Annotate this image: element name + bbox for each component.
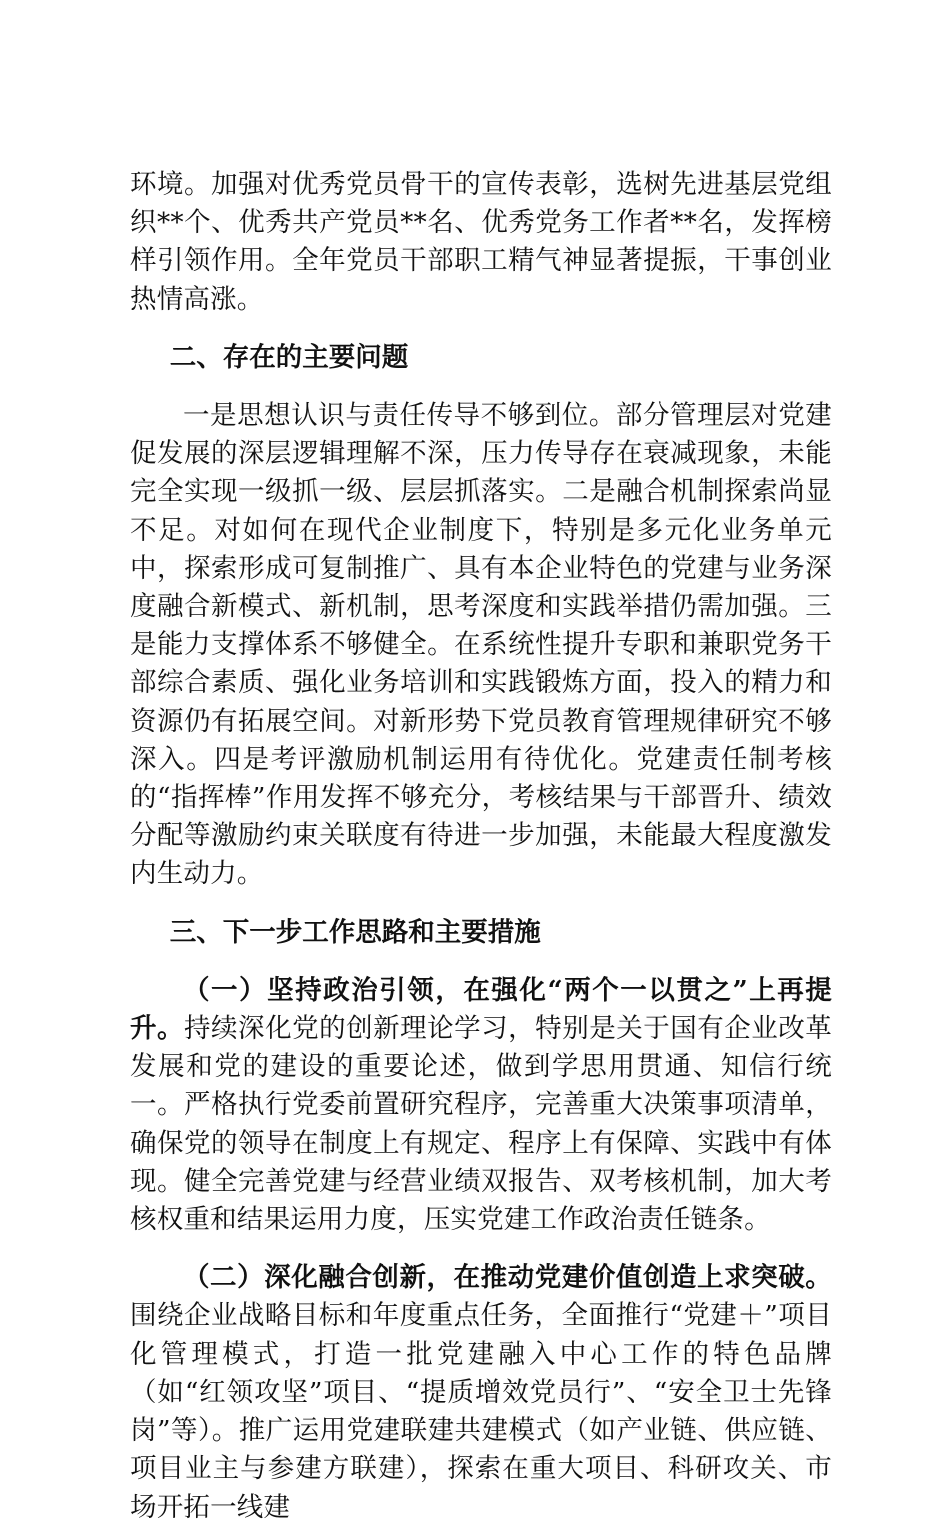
- section-heading-next-steps: 三、下一步工作思路和主要措施: [169, 916, 541, 948]
- measure-2-body: 围绕企业战略目标和年度重点任务，全面推行“党建＋”项目化管理模式，打造一批党建融入中心工作的特色品牌（如“红领攻坚”项目、“提质增效党员行”、“安全卫士先锋岗”等）。推广运用党建联建共建模式（如产业链、供应链、项目业主与参建方联建），探索在重大项目、科研攻关、市场开拓一线建: [130, 1300, 832, 1523]
- paragraph-measure-1: [130, 972, 832, 1239]
- measure-1-body: 持续深化党的创新理论学习，特别是关于国有企业改革发展和党的建设的重要论述，做到学思用贯通、知信行统一。严格执行党委前置研究程序，完善重大决策事项清单，确保党的领导在制度上有规定、程序上有保障、实践中有体现。健全完善党建与经营业绩双报告、双考核机制，加大考核权重和结果运用力度，压实党建工作政治责任链条。: [130, 1013, 832, 1236]
- section-heading-problems: 二、存在的主要问题: [169, 341, 409, 373]
- paragraph-continued: 环境。加强对优秀党员骨干的宣传表彰，选树先进基层党组织**个、优秀共产党员**名、优秀党务工作者**名，发挥榜样引领作用。全年党员干部职工精气神显著提振，干事创业热情高涨。: [130, 169, 832, 315]
- document-page: [130, 166, 832, 1527]
- measure-1-title: （一）坚持政治引领，在强化“两个一以贯之”上再提升。: [130, 974, 832, 1045]
- paragraph-measure-2: [130, 1259, 832, 1526]
- measure-2-title: （二）深化融合创新，在推动党建价值创造上求突破。: [183, 1262, 832, 1294]
- paragraph-problems: 一是思想认识与责任传导不够到位。部分管理层对党建促发展的深层逻辑理解不深，压力传导存在衰减现象，未能完全实现一级抓一级、层层抓落实。二是融合机制探索尚显不足。对如何在现代企业制度下，特别是多元化业务单元中，探索形成可复制推广、具有本企业特色的党建与业务深度融合新模式、新机制，思考深度和实践举措仍需加强。三是能力支撑体系不够健全。在系统性提升专职和兼职党务干部综合素质、强化业务培训和实践锻炼方面，投入的精力和资源仍有拓展空间。对新形势下党员教育管理规律研究不够深入。四是考评激励机制运用有待优化。党建责任制考核的“指挥棒”作用发挥不够充分，考核结果与干部晋升、绩效分配等激励约束关联度有待进一步加强，未能最大程度激发内生动力。: [130, 400, 832, 890]
